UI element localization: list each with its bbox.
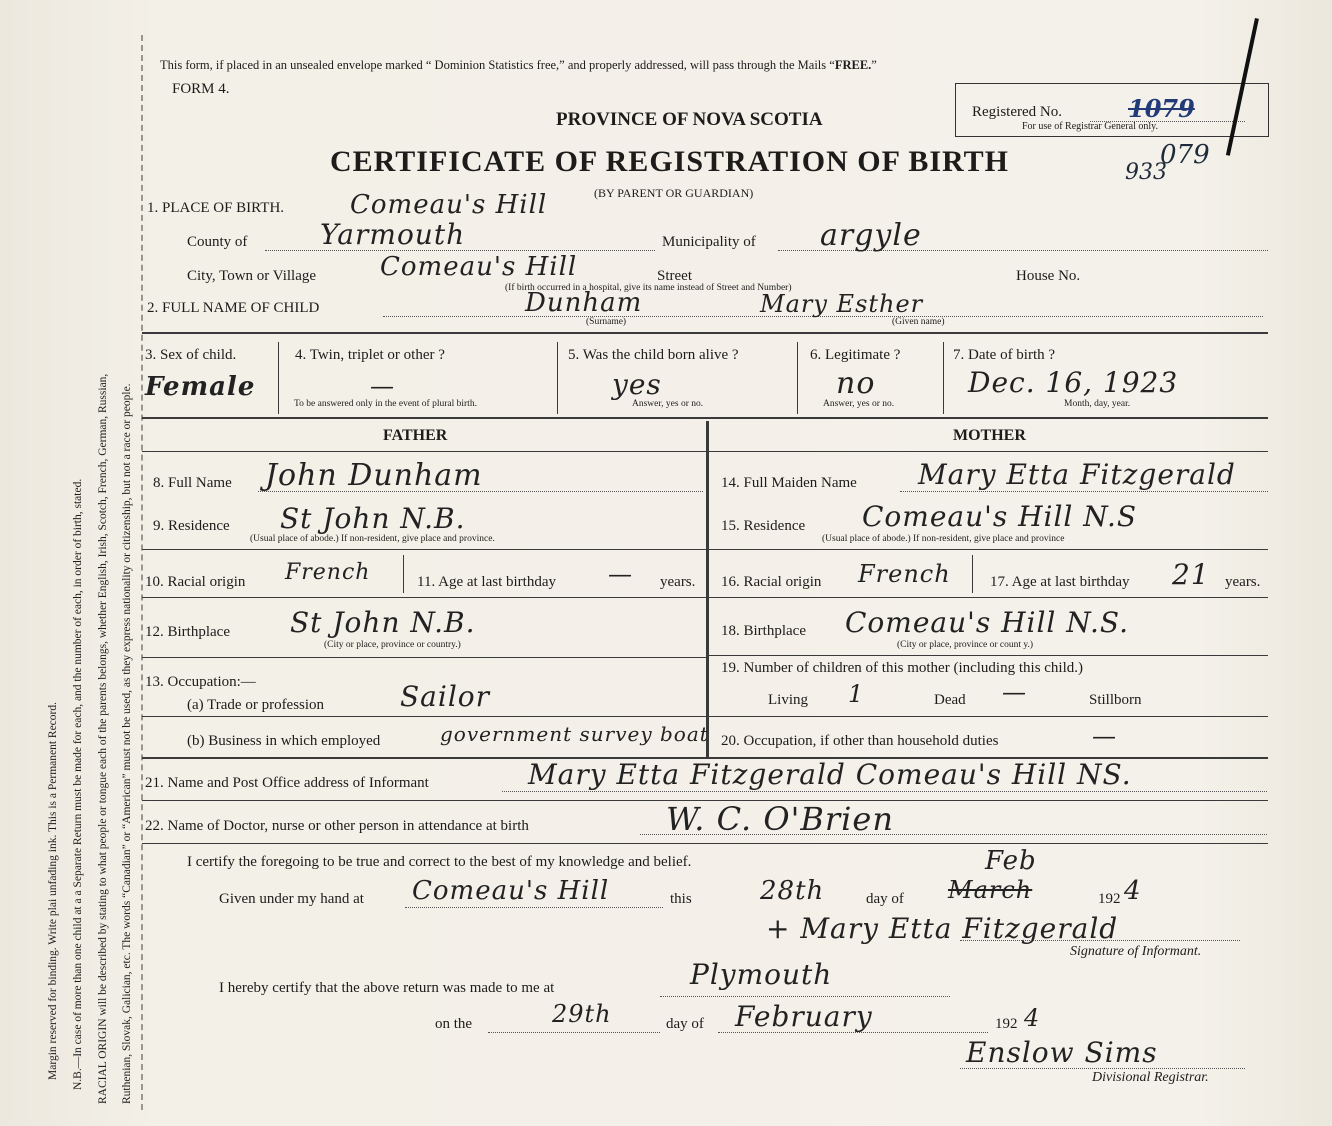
place-of-birth-value: Comeau's Hill xyxy=(350,190,548,220)
given-this-label: this xyxy=(670,891,692,907)
mother-stillborn-label: Stillborn xyxy=(1089,692,1142,708)
city-label: City, Town or Village xyxy=(187,268,317,284)
handwritten-number-1: 079 xyxy=(1160,140,1210,170)
given-month-struck: March xyxy=(948,876,1033,904)
street-label: Street xyxy=(657,268,692,284)
doctor-value: W. C. O'Brien xyxy=(666,800,894,838)
informant-signature: + Mary Etta Fitzgerald xyxy=(766,912,1119,945)
given-place-line xyxy=(405,907,663,908)
father-racial-label: 10. Racial origin xyxy=(145,574,246,590)
mother-age-value: 21 xyxy=(1172,558,1210,591)
mother-row-rule-4 xyxy=(709,716,1268,717)
father-residence-label: 9. Residence xyxy=(153,518,230,534)
mother-name-label: 14. Full Maiden Name xyxy=(721,475,857,491)
mother-dead-label: Dead xyxy=(934,692,966,708)
registered-note: For use of Registrar General only. xyxy=(1022,121,1158,132)
margin-binding-note: Margin reserved for binding. Write plai unfading ink. This is a Permanent Record. xyxy=(47,702,59,1080)
twin-note: To be answered only in the event of plural birth. xyxy=(294,399,477,409)
alive-value: yes xyxy=(612,368,662,401)
margin-racial-origin-note: RACIAL ORIGIN will be described by stating to what people or tongue each of the parents belongs, whether English, Irish, Scotch, French, German, Russian, xyxy=(97,373,109,1104)
registered-number: 1079 xyxy=(1128,94,1195,123)
legitimate-note: Answer, yes or no. xyxy=(823,399,895,409)
registrar-year-prefix: 192 xyxy=(995,1016,1018,1032)
mother-birthplace-label: 18. Birthplace xyxy=(721,623,806,639)
father-row-rule-4 xyxy=(142,716,706,717)
certificate-title: CERTIFICATE OF REGISTRATION OF BIRTH xyxy=(330,145,1009,178)
registrar-day-of-label: day of xyxy=(666,1016,704,1032)
given-day-value: 28th xyxy=(760,876,825,906)
mother-racial-divider xyxy=(972,555,973,593)
mother-age-label: 17. Age at last birthday xyxy=(990,574,1130,590)
father-age-value: — xyxy=(608,560,633,588)
father-trade-label: (a) Trade or profession xyxy=(187,697,325,713)
mother-occupation-label: 20. Occupation, if other than household duties xyxy=(721,733,999,749)
mail-notice: This form, if placed in an unsealed envelope marked “ Dominion Statistics free,” and properly addressed, will pass through the Mails “FREE.” xyxy=(160,58,877,72)
mother-living-value: 1 xyxy=(848,680,865,708)
dob-label: 7. Date of birth ? xyxy=(953,347,1056,363)
row3-top-rule xyxy=(142,332,1268,334)
child-given-value: Mary Esther xyxy=(760,290,924,318)
father-birthplace-label: 12. Birthplace xyxy=(145,624,230,640)
child-name-label: 2. FULL NAME OF CHILD xyxy=(147,300,320,316)
margin-separate-return-note: N.B.—In case of more than one child at a a Separate Return must be made for each, and the number of each, in order of birth, stated. xyxy=(72,478,84,1090)
mother-occupation-value: — xyxy=(1092,722,1117,750)
mother-dead-value: — xyxy=(1002,678,1027,706)
given-caption: (Given name) xyxy=(892,317,945,327)
mother-name-value: Mary Etta Fitzgerald xyxy=(918,458,1236,491)
informant-line xyxy=(502,791,1267,792)
father-residence-value: St John N.B. xyxy=(280,502,466,535)
mother-name-line xyxy=(900,491,1268,492)
registrar-year-value: 4 xyxy=(1024,1004,1041,1032)
row3-divider-4 xyxy=(943,342,944,414)
hospital-note: (If birth occurred in a hospital, give its name instead of Street and Number) xyxy=(505,283,792,293)
father-name-value: John Dunham xyxy=(265,458,483,493)
surname-caption: (Surname) xyxy=(586,317,627,327)
given-place-value: Comeau's Hill xyxy=(412,876,610,906)
given-under-label: Given under my hand at xyxy=(219,891,364,907)
alive-label: 5. Was the child born alive ? xyxy=(568,347,739,363)
mother-racial-label: 16. Racial origin xyxy=(721,574,822,590)
house-label: House No. xyxy=(1016,268,1081,284)
dob-note: Month, day, year. xyxy=(1064,399,1131,409)
doctor-label: 22. Name of Doctor, nurse or other person in attendance at birth xyxy=(145,818,529,834)
signature-caption: Signature of Informant. xyxy=(1070,944,1202,959)
twin-label: 4. Twin, triplet or other ? xyxy=(295,347,445,363)
mother-racial-value: French xyxy=(858,560,951,588)
certificate-subtitle: (BY PARENT OR GUARDIAN) xyxy=(594,186,754,200)
mother-heading: MOTHER xyxy=(953,427,1026,444)
registrar-signature: Enslow Sims xyxy=(966,1036,1158,1069)
legitimate-value: no xyxy=(836,366,876,401)
registrar-signature-line xyxy=(960,1068,1245,1069)
mother-residence-label: 15. Residence xyxy=(721,518,806,534)
registrar-day-line xyxy=(488,1032,660,1033)
row3-divider-1 xyxy=(278,342,279,414)
father-row-rule-3 xyxy=(142,657,706,658)
father-heading: FATHER xyxy=(383,427,448,444)
informant-value: Mary Etta Fitzgerald Comeau's Hill NS. xyxy=(528,758,1132,791)
row3-divider-3 xyxy=(797,342,798,414)
registrar-caption: Divisional Registrar. xyxy=(1092,1070,1209,1085)
father-racial-divider xyxy=(403,555,404,593)
mother-living-label: Living xyxy=(768,692,808,708)
given-day-of-label: day of xyxy=(866,891,904,907)
sex-value: Female xyxy=(145,372,256,402)
registrar-place-value: Plymouth xyxy=(690,958,833,991)
province-heading: PROVINCE OF NOVA SCOTIA xyxy=(556,109,823,130)
form-number: FORM 4. xyxy=(172,81,230,97)
father-age-label: 11. Age at last birthday xyxy=(417,574,556,590)
mother-age-suffix: years. xyxy=(1225,574,1261,590)
given-year-value: 4 xyxy=(1124,876,1142,906)
signature-line xyxy=(960,940,1240,941)
father-business-value: government survey boat xyxy=(440,722,709,746)
father-racial-value: French xyxy=(285,560,371,585)
place-of-birth-label: 1. PLACE OF BIRTH. xyxy=(147,200,285,216)
parents-heading-rule xyxy=(142,451,1268,452)
child-surname-value: Dunham xyxy=(525,288,643,318)
mother-birthplace-value: Comeau's Hill N.S. xyxy=(845,606,1129,639)
mother-row-rule-3 xyxy=(709,655,1268,656)
doctor-rule xyxy=(142,843,1268,844)
sex-label: 3. Sex of child. xyxy=(145,347,237,363)
parents-center-rule xyxy=(706,421,709,757)
father-name-label: 8. Full Name xyxy=(153,475,232,491)
father-business-label: (b) Business in which employed xyxy=(187,733,381,749)
informant-label: 21. Name and Post Office address of Informant xyxy=(145,775,429,791)
municipality-value: argyle xyxy=(820,218,922,253)
legitimate-label: 6. Legitimate ? xyxy=(810,347,901,363)
alive-note: Answer, yes or no. xyxy=(632,399,704,409)
father-occupation-label: 13. Occupation:— xyxy=(145,674,256,690)
certify-statement: I certify the foregoing to be true and correct to the best of my knowledge and belief. xyxy=(187,854,692,870)
margin-racial-origin-note-cont: Ruthenian, Slovak, Galician, etc. The words “Canadian” or “American” must not be used, as they express nationality or citizenship, but not a race or people. xyxy=(121,383,133,1104)
row3-bottom-rule xyxy=(142,417,1268,419)
father-age-suffix: years. xyxy=(660,574,696,590)
registrar-place-line xyxy=(660,996,950,997)
mother-children-label: 19. Number of children of this mother (including this child.) xyxy=(721,660,1084,676)
registrar-month-value: February xyxy=(735,1000,873,1033)
registrar-statement: I hereby certify that the above return was made to me at xyxy=(219,980,555,996)
twin-value: — xyxy=(370,372,395,400)
father-trade-value: Sailor xyxy=(400,680,491,713)
mother-residence-note: (Usual place of abode.) If non-resident, give place and province xyxy=(822,534,1065,544)
county-value: Yarmouth xyxy=(320,218,466,251)
margin-rule xyxy=(141,35,144,1110)
father-birthplace-note: (City or place, province or country.) xyxy=(324,640,461,650)
city-value: Comeau's Hill xyxy=(380,252,578,282)
registrar-day-value: 29th xyxy=(552,1000,612,1028)
mother-row-rule-2 xyxy=(709,597,1268,598)
row3-divider-2 xyxy=(557,342,558,414)
dob-value: Dec. 16, 1923 xyxy=(968,366,1179,399)
county-label: County of xyxy=(187,234,248,250)
registrar-on-label: on the xyxy=(435,1016,473,1032)
father-residence-note: (Usual place of abode.) If non-resident, give place and province. xyxy=(250,534,495,544)
given-year-prefix: 192 xyxy=(1098,891,1121,907)
registered-label: Registered No. xyxy=(972,104,1062,120)
mother-residence-value: Comeau's Hill N.S xyxy=(862,500,1138,533)
given-month-value: Feb xyxy=(985,846,1037,876)
mother-row-rule-1 xyxy=(709,549,1268,550)
mother-birthplace-note: (City or place, province or count y.) xyxy=(897,640,1034,650)
handwritten-number-2: 933 xyxy=(1125,160,1167,185)
father-row-rule-2 xyxy=(142,597,706,598)
father-row-rule-1 xyxy=(142,549,706,550)
father-birthplace-value: St John N.B. xyxy=(290,606,476,639)
municipality-label: Municipality of xyxy=(662,234,756,250)
